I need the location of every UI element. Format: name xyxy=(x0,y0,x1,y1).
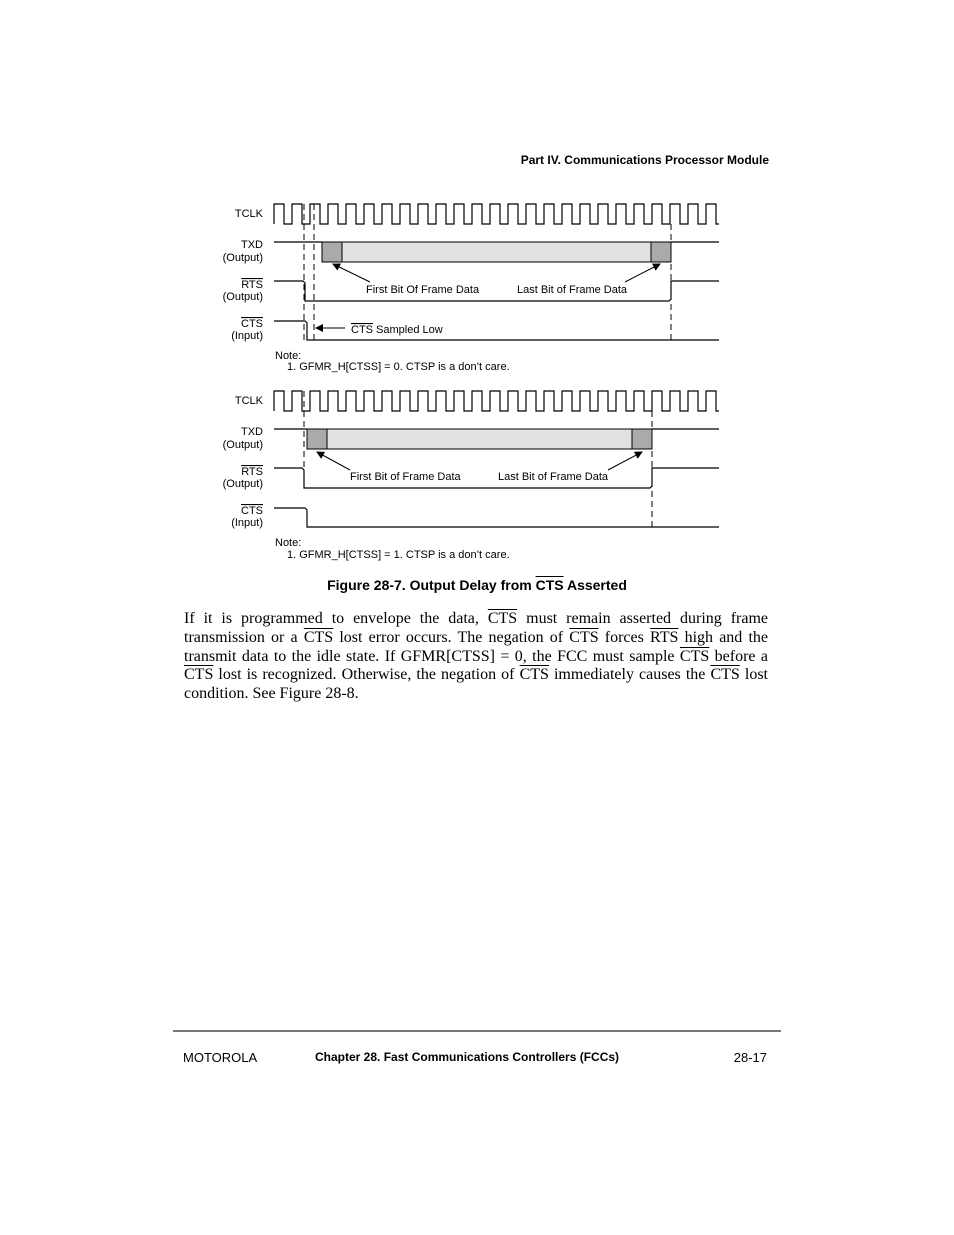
frame-data-box xyxy=(342,242,651,262)
cts-direction: (Input) xyxy=(231,517,263,529)
rts-direction: (Output) xyxy=(222,478,263,490)
running-header: Part IV. Communications Processor Module xyxy=(520,153,769,167)
diagram-bottom xyxy=(223,391,719,561)
tclk-label: TCLK xyxy=(234,208,263,220)
last-bit-label: Last Bit of Frame Data xyxy=(517,284,628,296)
first-bit-box xyxy=(307,429,327,449)
footer-rule xyxy=(173,1030,781,1032)
cts-label: CTS xyxy=(241,505,263,517)
footer-page-number: 28-17 xyxy=(733,1050,767,1065)
tclk-waveform xyxy=(274,204,719,224)
txd-direction: (Output) xyxy=(222,252,263,264)
rts-label: RTS xyxy=(241,279,263,291)
cts-label: CTS xyxy=(241,318,263,330)
cts-direction: (Input) xyxy=(231,330,263,342)
frame-data-box xyxy=(327,429,632,449)
caption-prefix: Figure 28-7. Output Delay from xyxy=(327,577,536,593)
diagram-top xyxy=(223,204,719,373)
note-title: Note: xyxy=(275,537,302,549)
last-bit-box xyxy=(632,429,652,449)
last-bit-label: Last Bit of Frame Data xyxy=(498,471,609,483)
first-bit-label: First Bit of Frame Data xyxy=(350,471,461,483)
rts-label: RTS xyxy=(241,466,263,478)
caption-suffix: Asserted xyxy=(563,577,627,593)
tclk-label: TCLK xyxy=(234,395,263,407)
caption-signal: $\overline{CTS}$ xyxy=(535,577,564,593)
rts-waveform xyxy=(274,281,719,301)
body-paragraph: If it is programmed to envelope the data, $\overline{CTS}$ must remain asserted during frame transmission or a $\overline{CTS}$ lost error occurs. The negation of $\overline{CTS}$ forces $\overline{RTS}$ high and the transmit data to the idle state. If GFMR[CTSS] = 0, the FCC must sample $\overline{CTS}$ before a $\overline{CTS}$ lost is recognized. Otherwise, the negation of $\overline{CTS}$ immediately causes the $\overline{CTS}$ lost condition. See Figure 28-8. xyxy=(184,610,769,703)
cts-waveform xyxy=(274,321,719,340)
tclk-waveform xyxy=(274,391,719,411)
footer-chapter: Chapter 28. Fast Communications Controllers (FCCs) xyxy=(315,1050,620,1064)
last-bit-box xyxy=(651,242,671,262)
note-title: Note: xyxy=(275,350,302,362)
first-bit-box xyxy=(322,242,342,262)
figure-caption xyxy=(180,577,774,593)
txd-label: TXD xyxy=(241,426,263,438)
cts-sampled-low-label: CTS Sampled Low xyxy=(351,324,443,336)
txd-label: TXD xyxy=(241,239,263,251)
note-line: 1. GFMR_H[CTSS] = 0. CTSP is a don’t care. xyxy=(287,361,510,373)
footer-publisher: MOTOROLA xyxy=(183,1050,258,1065)
timing-diagram xyxy=(0,0,954,600)
first-bit-label: First Bit Of Frame Data xyxy=(366,284,480,296)
rts-direction: (Output) xyxy=(222,291,263,303)
note-line: 1. GFMR_H[CTSS] = 1. CTSP is a don’t care. xyxy=(287,549,510,561)
txd-direction: (Output) xyxy=(222,439,263,451)
